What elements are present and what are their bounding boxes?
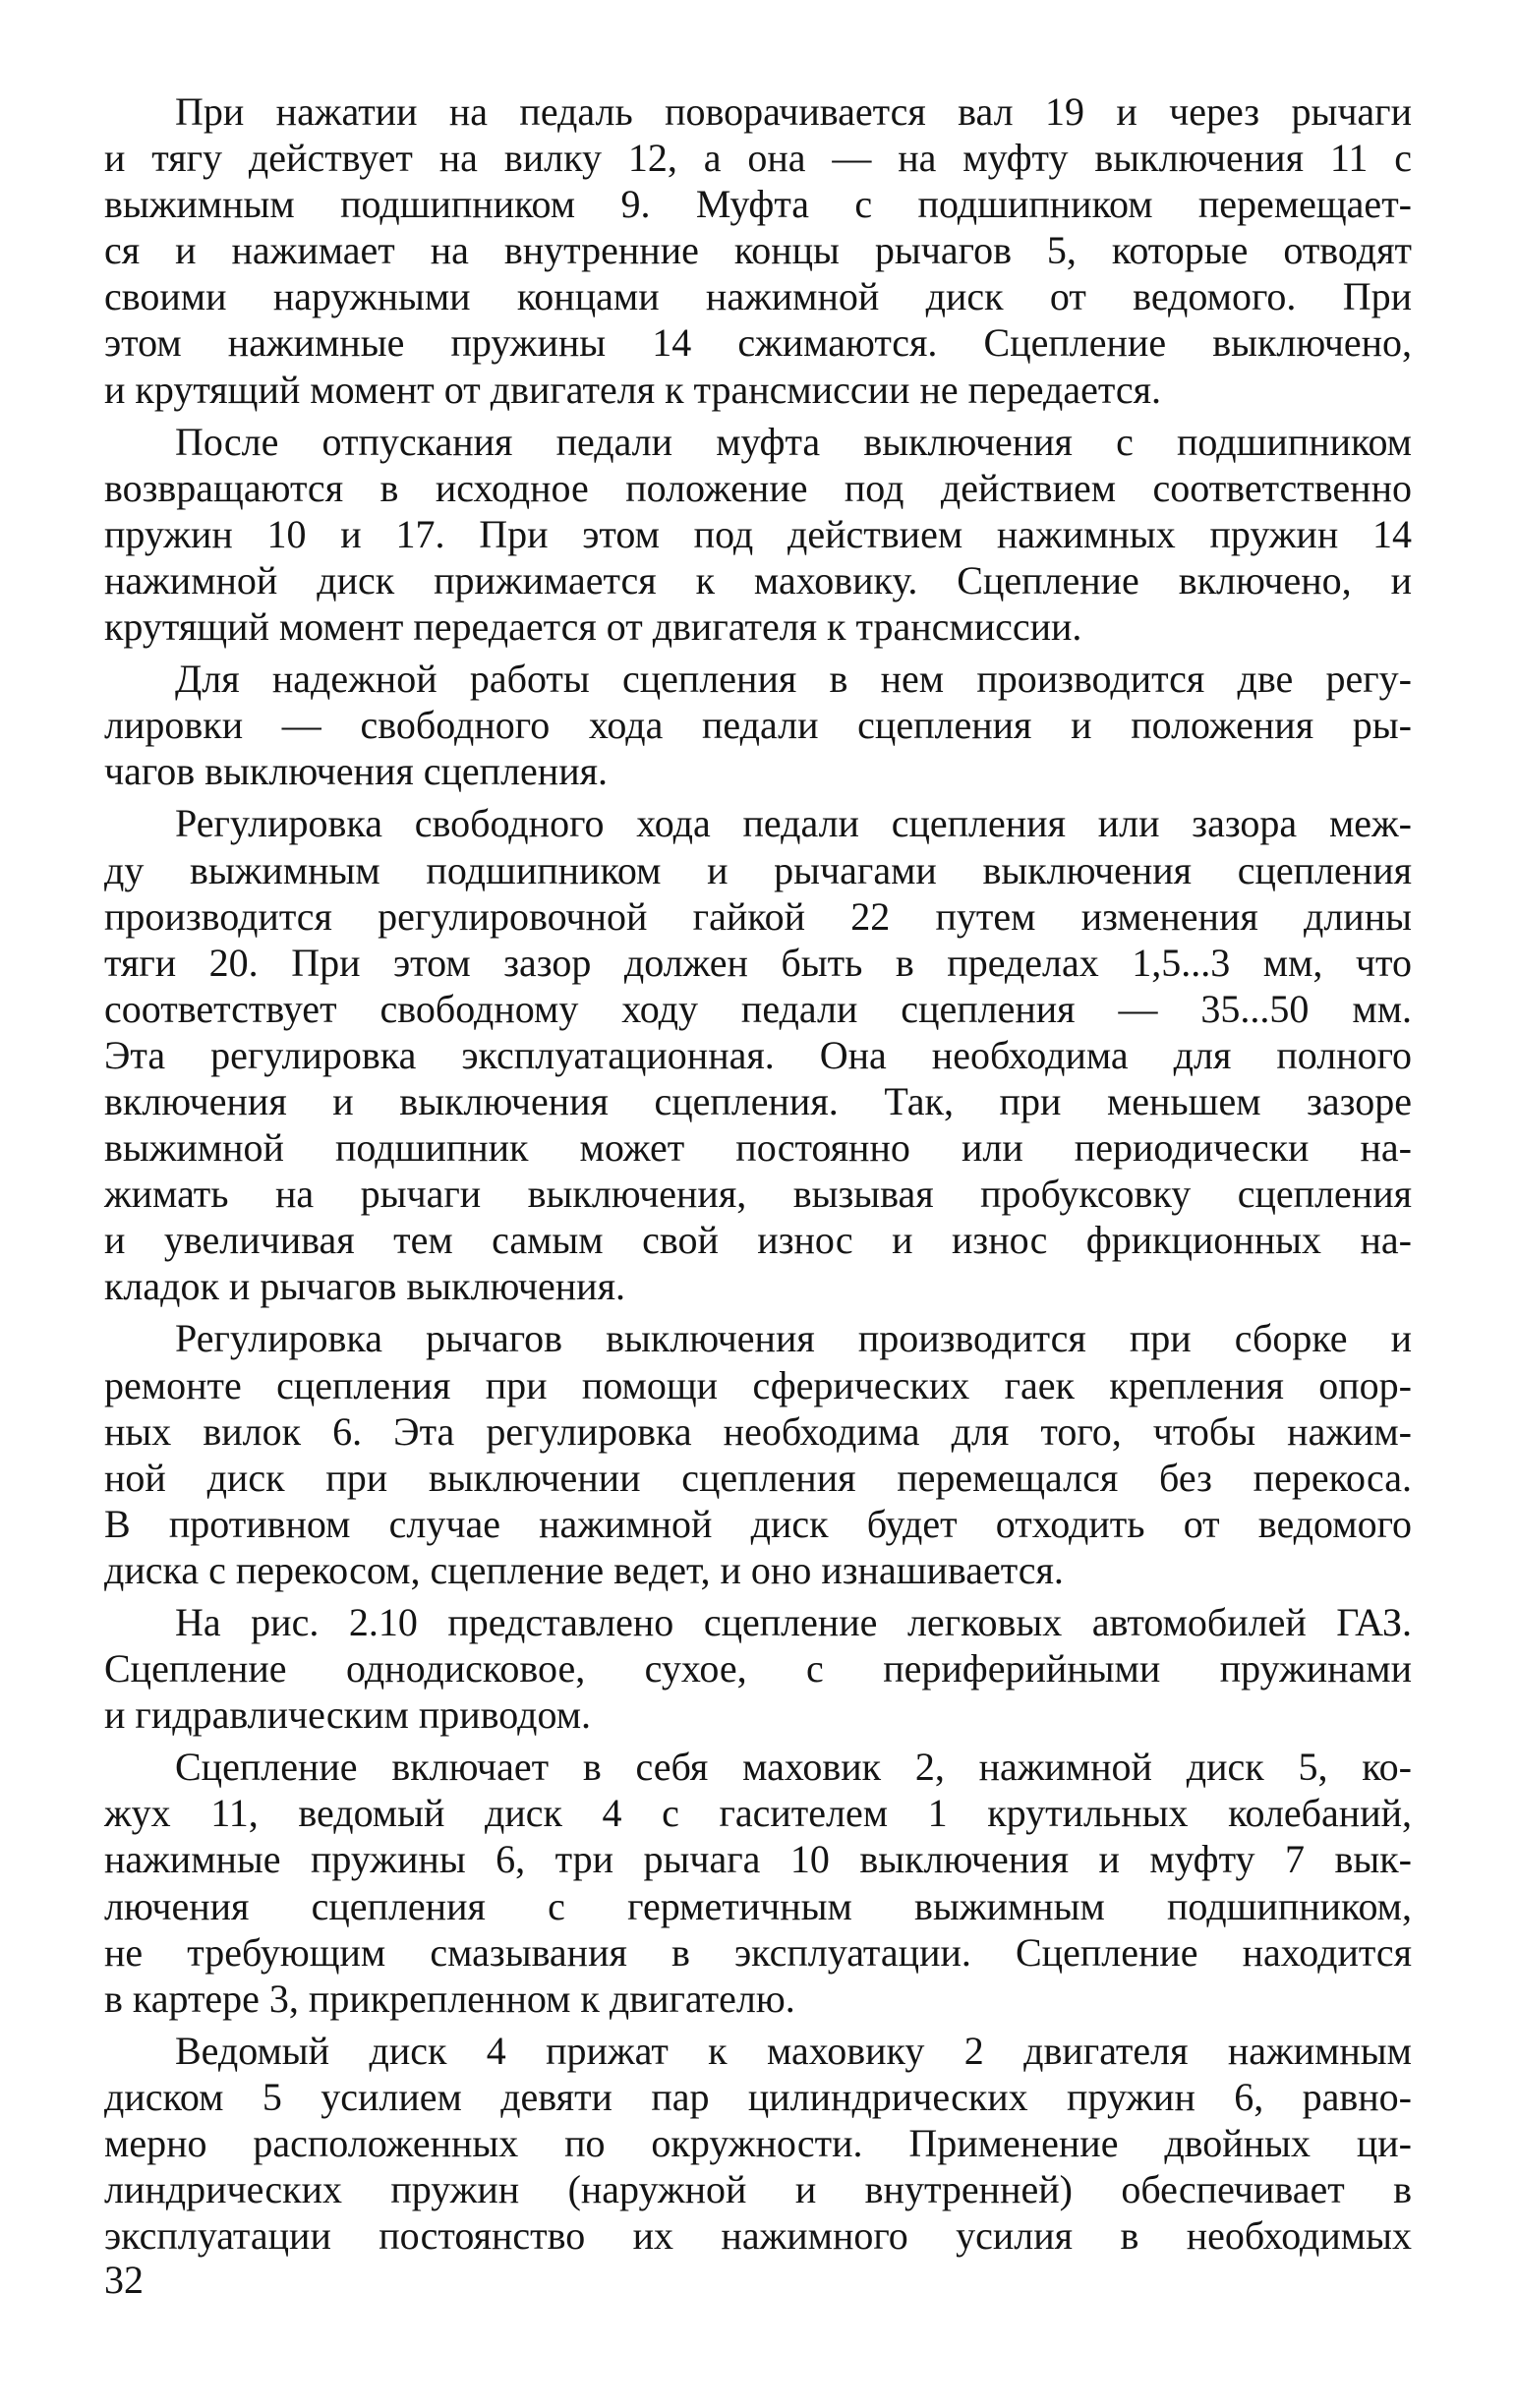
text-line: кладок и рычагов выключения. — [104, 1264, 625, 1309]
text-line: ных вилок 6. Эта регулировка необходима для того, чтобы нажим- — [104, 1408, 1412, 1454]
text-line: жимать на рычаги выключения, вызывая пробуксовку сцепления — [104, 1172, 1412, 1217]
text-line: чагов выключения сцепления. — [104, 749, 609, 794]
text-line: не требующим смазывания в эксплуатации. Сцепление находится — [104, 1929, 1412, 1975]
text-line: Эта регулировка эксплуатационная. Она необходима для полного — [104, 1032, 1412, 1077]
text-line: Ведомый диск 4 прижат к маховику 2 двигателя нажимным — [175, 2028, 1412, 2073]
text-line: и гидравлическим приводом. — [104, 1692, 591, 1738]
paragraph — [104, 88, 1412, 413]
text-line: пружин 10 и 17. При этом под действием нажимных пружин 14 — [104, 511, 1412, 556]
text-line: нажимные пружины 6, три рычага 10 выключения и муфту 7 вык- — [104, 1837, 1412, 1882]
paragraph — [104, 1599, 1412, 1738]
text-line: в картере 3, прикрепленном к двигателю. — [104, 1976, 795, 2021]
paragraph — [104, 656, 1412, 794]
text-line: ремонте сцепления при помощи сферических гаек крепления опор- — [104, 1362, 1412, 1407]
text-line: На рис. 2.10 представлено сцепление легковых автомобилей ГАЗ. — [175, 1600, 1412, 1644]
paragraph — [104, 2028, 1412, 2259]
text-line: После отпускания педали муфта выключения с подшипником — [175, 419, 1412, 464]
page-number: 32 — [104, 2258, 144, 2302]
text-line: Регулировка рычагов выключения производится при сборке и — [175, 1316, 1412, 1361]
text-line: ду выжимным подшипником и рычагами выключения сцепления — [104, 847, 1412, 892]
text-line: и тягу действует на вилку 12, а она — на муфту выключения 11 с — [104, 136, 1412, 181]
text-line: диском 5 усилием девяти пар цилиндрических пружин 6, равно- — [104, 2074, 1412, 2119]
text-line: При нажатии на педаль поворачивается вал 19 и через рычаги — [175, 89, 1412, 134]
text-line: ной диск при выключении сцепления перемещался без перекоса. — [104, 1455, 1412, 1500]
text-line: крутящий момент передается от двигателя к трансмиссии. — [104, 604, 1082, 650]
text-line: Регулировка свободного хода педали сцепления или зазора меж- — [175, 801, 1412, 846]
text-line: тяги 20. При этом зазор должен быть в пределах 1,5...3 мм, что — [104, 940, 1412, 985]
text-line: Для надежной работы сцепления в нем производится две регу- — [175, 657, 1412, 702]
paragraph — [104, 800, 1412, 1309]
paragraph — [104, 1315, 1412, 1593]
text-line: соответствует свободному ходу педали сцепления — 35...50 мм. — [104, 986, 1412, 1031]
text-line: и крутящий момент от двигателя к трансмиссии не передается. — [104, 367, 1161, 412]
text-line: этом нажимные пружины 14 сжимаются. Сцепление выключено, — [104, 320, 1412, 366]
text-line: и увеличивая тем самым свой износ и износ фрикционных на- — [104, 1218, 1412, 1263]
text-line: диска с перекосом, сцепление ведет, и оно изнашивается. — [104, 1547, 1064, 1592]
text-line: возвращаются в исходное положение под действием соответственно — [104, 465, 1412, 510]
text-line: своими наружными концами нажимной диск от ведомого. При — [104, 274, 1412, 319]
text-line: нажимной диск прижимается к маховику. Сцепление включено, и — [104, 557, 1412, 602]
paragraph — [104, 1744, 1412, 2022]
text-line: мерно расположенных по окружности. Применение двойных ци- — [104, 2121, 1412, 2166]
body-text — [104, 88, 1412, 2259]
text-line: Сцепление однодисковое, сухое, с периферийными пружинами — [104, 1646, 1412, 1691]
text-line: лировки — свободного хода педали сцепления и положения ры- — [104, 703, 1412, 748]
text-line: жух 11, ведомый диск 4 с гасителем 1 крутильных колебаний, — [104, 1791, 1412, 1836]
text-line: лючения сцепления с герметичным выжимным подшипником, — [104, 1883, 1412, 1928]
text-line: выжимной подшипник может постоянно или периодически на- — [104, 1125, 1412, 1171]
paragraph — [104, 419, 1412, 650]
text-line: эксплуатации постоянство их нажимного усилия в необходимых — [104, 2213, 1412, 2259]
text-line: выжимным подшипником 9. Муфта с подшипником перемещает- — [104, 182, 1412, 227]
text-line: производится регулировочной гайкой 22 путем изменения длины — [104, 893, 1412, 939]
text-line: Сцепление включает в себя маховик 2, нажимной диск 5, ко- — [175, 1745, 1412, 1790]
text-line: включения и выключения сцепления. Так, при меньшем зазоре — [104, 1078, 1412, 1123]
text-line: В противном случае нажимной диск будет отходить от ведомого — [104, 1501, 1412, 1546]
text-line: линдрических пружин (наружной и внутренней) обеспечивает в — [104, 2167, 1412, 2212]
text-line: ся и нажимает на внутренние концы рычагов 5, которые отводят — [104, 228, 1412, 273]
